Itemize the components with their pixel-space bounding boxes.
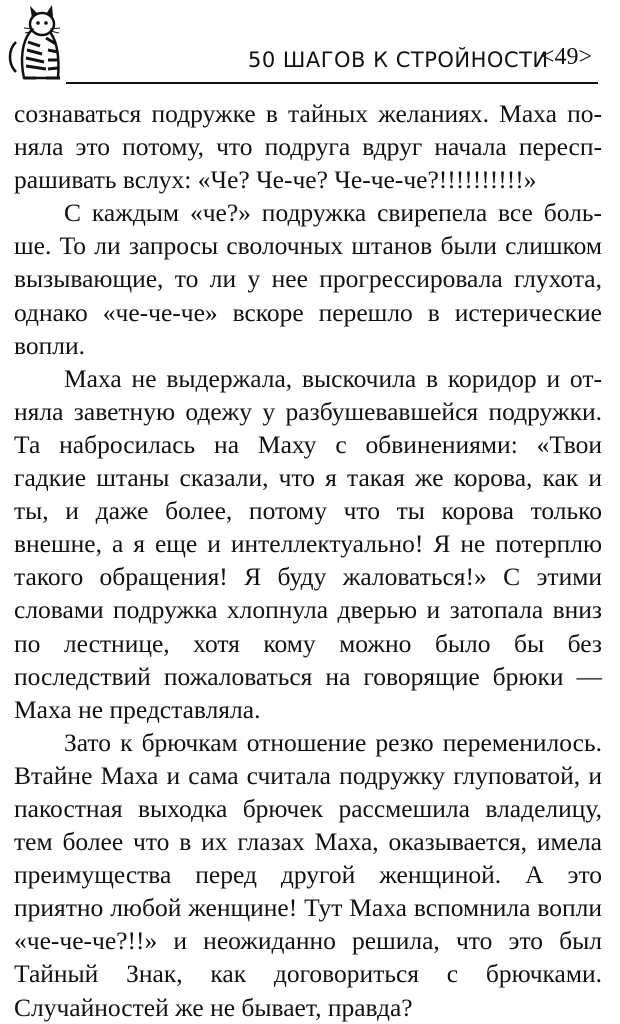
page-header xyxy=(0,0,620,88)
running-title: 50 ШАГОВ К СТРОЙНОСТИ xyxy=(248,48,549,72)
header-rule xyxy=(66,82,598,84)
page-number: <49> xyxy=(540,44,592,70)
striped-cat-icon xyxy=(6,2,72,82)
body-text xyxy=(14,97,602,1024)
paragraph: сознаваться подружке в тайных желаниях. Маха поняла это потому, что подруга вдруг начала переспрашивать вслух: «Че? Че-че? Че-че-че?!!!!!!!!!!» xyxy=(14,99,602,195)
paragraph: Зато к брючкам отношение резко переменилось. Втайне Маха и сама считала подружку глуповатой, и пакостная выходка брючек рассмешила владелицу, тем более что в их глазах Маха, оказывается, имела преимущества перед другой женщиной. А это приятно любой женщине! Тут Маха вспомнила вопли «че-че-че?!!» и неожиданно решила, что это был Тайный Знак, как договориться с брючками. Случайностей же не бывает, правда? xyxy=(14,727,602,1022)
paragraph: С каждым «че?» подружка свирепела все больше. То ли запросы сволочных штанов были слишком вызывающие, то ли у нее прогрессировала глухота, однако «че-че-че» вскоре перешло в истерические вопли. xyxy=(14,198,602,360)
paragraph: Маха не выдержала, выскочила в коридор и отняла заветную одежу у разбушевавшейся подружки. Та набросилась на Маху с обвинениями: «Твои гадкие штаны сказали, что я такая же корова, как и ты, и даже более, потому что ты корова только внешне, а я еще и интеллектуально! Я не потерплю такого обращения! Я буду жаловаться!» С этими словами подружка хлопнула дверью и затопала вниз по лестнице, хотя кому можно было бы без последствий пожаловаться на говорящие брюки — Маха не представляла. xyxy=(14,363,602,724)
